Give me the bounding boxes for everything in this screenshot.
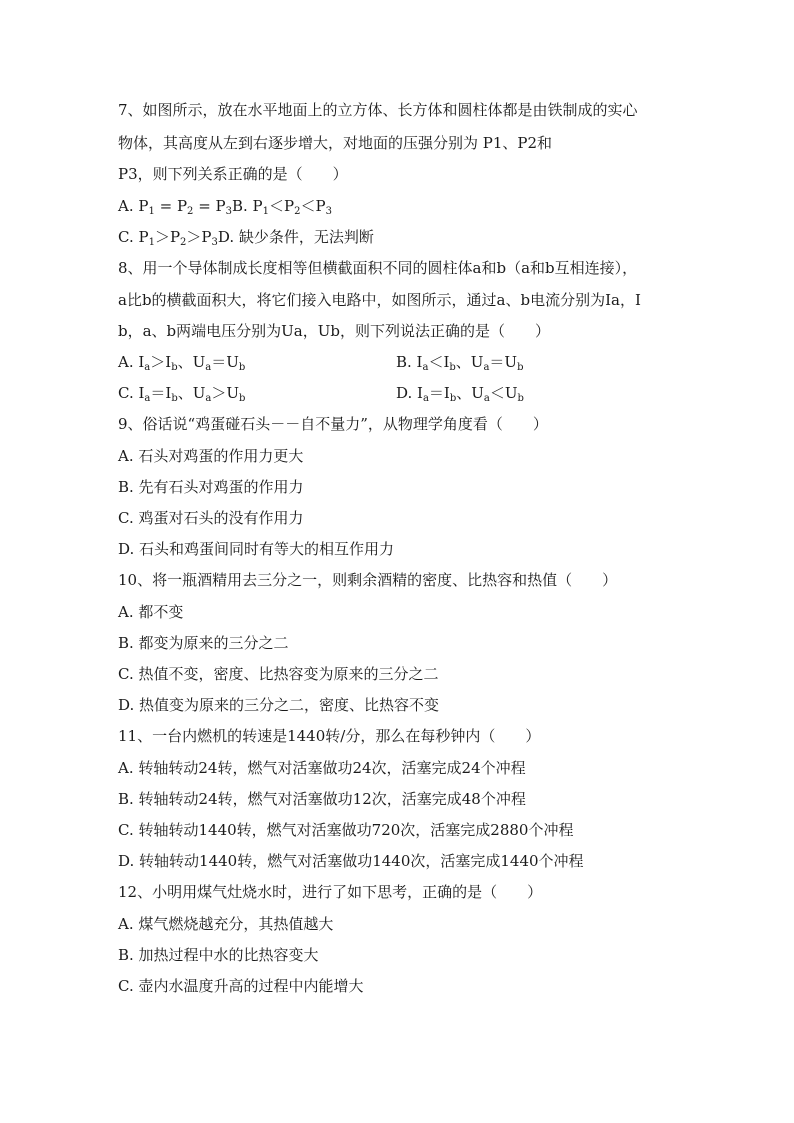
q9-option-a: A. 石头对鸡蛋的作用力更大 [118,447,304,465]
q11-option-a: A. 转轴转动24转，燃气对活塞做功24次，活塞完成24个冲程 [118,759,526,777]
q8-options-row1 [118,352,678,372]
q7-stem-line2: 物体，其高度从左到右逐步增大，对地面的压强分别为 P1、P2和 [118,134,553,152]
q8-option-c: C. $I_a=I_b$、$U_a>U_b$ [118,384,246,404]
q8-options-row2 [118,383,678,403]
q9-option-b: B. 先有石头对鸡蛋的作用力 [118,478,304,496]
q8-option-a: A. $I_a>I_b$、$U_a=U_b$ [118,353,246,373]
q7-option-a-b: A. $P_1 = P_2 = P_3B$. $P_1<P_2<P_3$ [118,197,332,217]
q11-option-d: D. 转轴转动1440转，燃气对活塞做功1440次，活塞完成1440个冲程 [118,852,584,870]
q9-option-c: C. 鸡蛋对石头的没有作用力 [118,509,304,527]
q12-option-c: C. 壶内水温度升高的过程中内能增大 [118,977,364,995]
q7-option-c-d: C. $P_1>P_2>P_3D$. 缺少条件，无法判断 [118,228,374,248]
q8-stem-line2: a比b的横截面积大，将它们接入电路中，如图所示，通过a、b电流分别为Ia，I [118,291,641,309]
q7-stem-line1: 7、如图所示，放在水平地面上的立方体、长方体和圆柱体都是由铁制成的实心 [118,101,638,119]
q8-option-b: B. $I_a<I_b$、$U_a=U_b$ [396,353,524,373]
q10-stem: 10、将一瓶酒精用去三分之一，则剩余酒精的密度、比热容和热值（ ） [118,571,618,589]
q12-stem: 12、小明用煤气灶烧水时，进行了如下思考，正确的是（ ） [118,883,543,901]
q8-stem-line3: b，a、b两端电压分别为Ua，Ub，则下列说法正确的是（ ） [118,322,550,340]
q11-option-b: B. 转轴转动24转，燃气对活塞做功12次，活塞完成48个冲程 [118,790,526,808]
q9-stem: 9、俗话说“鸡蛋碰石头－－自不量力”，从物理学角度看（ ） [118,415,548,433]
q12-option-b: B. 加热过程中水的比热容变大 [118,946,319,964]
q10-option-b: B. 都变为原来的三分之二 [118,634,289,652]
q10-option-c: C. 热值不变，密度、比热容变为原来的三分之二 [118,665,439,683]
q8-stem-line1: 8、用一个导体制成长度相等但横截面积不同的圆柱体a和b（a和b互相连接）， [118,259,638,277]
q12-option-a: A. 煤气燃烧越充分，其热值越大 [118,915,334,933]
q9-option-d: D. 石头和鸡蛋间同时有等大的相互作用力 [118,540,395,558]
q8-option-d: D. $I_a=I_b$、$U_a<U_b$ [396,384,524,404]
q10-option-a: A. 都不变 [118,603,184,621]
q7-stem-line3: P3，则下列关系正确的是（ ） [118,165,348,183]
q11-option-c: C. 转轴转动1440转，燃气对活塞做功720次，活塞完成2880个冲程 [118,821,574,839]
q11-stem: 11、一台内燃机的转速是1440转/分，那么在每秒钟内（ ） [118,727,541,745]
q10-option-d: D. 热值变为原来的三分之二，密度、比热容不变 [118,696,440,714]
